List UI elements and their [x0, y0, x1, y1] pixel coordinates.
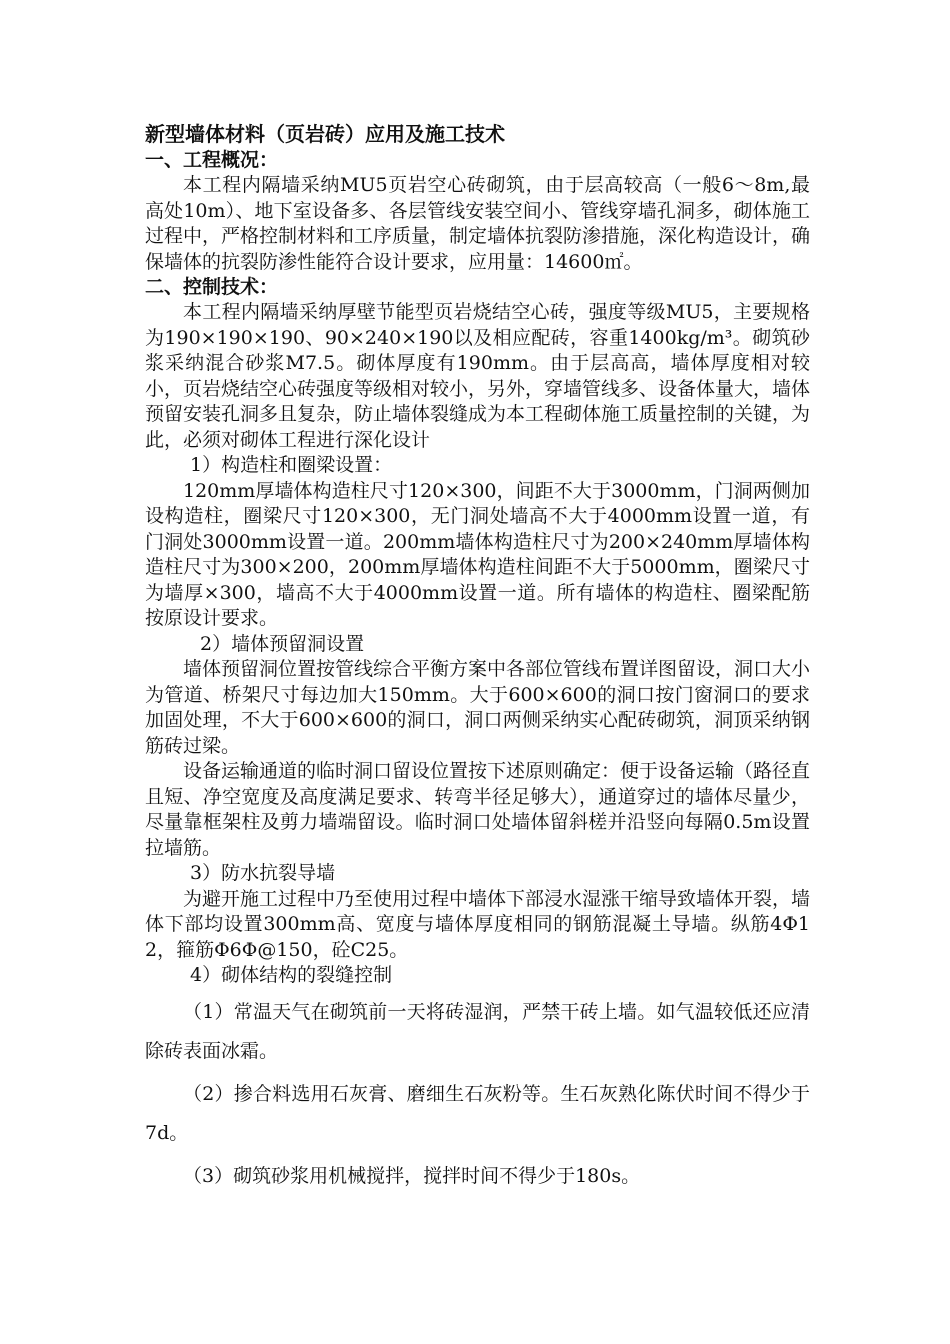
list-item: （3）砌筑砂浆用机械搅拌，搅拌时间不得少于180s。 [183, 1164, 641, 1187]
item4-heading: 4）砌体结构的裂缝控制 [190, 964, 393, 986]
overview-paragraph: 本工程内隔墙采纳MU5页岩空心砖砌筑，由于层高较高（一般6～8m,最高处10m）、地下室设备多、各层管线安装空间小、管线穿墙孔洞多，砌体施工过程中，严格控制材料和工序质量，制定墙体抗裂防渗措施，深化构造设计，确保墙体的抗裂防渗性能符合设计要求，应用量：14600㎡。 [145, 174, 811, 273]
control-paragraph: 本工程内隔墙采纳厚壁节能型页岩烧结空心砖，强度等级MU5，主要规格为190×190×190、90×240×190以及相应配砖，容重1400kg/m³。砌筑砂浆采纳混合砂浆M7.5。砌体厚度有190mm。由于层高高，墙体厚度相对较小，页岩烧结空心砖强度等级相对较小，另外，穿墙管线多、设备体量大，墙体预留安装孔洞多且复杂，防止墙体裂缝成为本工程砌体施工质量控制的关键，为此，必须对砌体工程进行深化设计 [145, 301, 811, 451]
list-item: （1）常温天气在砌筑前一天将砖湿润，严禁干砖上墙。如气温较低还应清除砖表面冰霜。 [145, 1000, 810, 1062]
list-item: （2）掺合料选用石灰膏、磨细生石灰粉等。生石灰熟化陈伏时间不得少于7d。 [145, 1082, 810, 1144]
item1-heading: 1）构造柱和圈梁设置： [190, 454, 393, 476]
item3-heading: 3）防水抗裂导墙 [190, 862, 336, 884]
document-title: 新型墙体材料（页岩砖）应用及施工技术 [145, 122, 505, 146]
item1-paragraph: 120mm厚墙体构造柱尺寸120×300，间距不大于3000mm，门洞两侧加设构造柱，圈梁尺寸120×300，无门洞处墙高不大于4000mm设置一道，有门洞处3000mm设置一道。200mm墙体构造柱尺寸为200×240mm厚墙体构造柱尺寸为300×200，200mm厚墙体构造柱间距不大于5000mm，圈梁尺寸为墙厚×300，墙高不大于4000mm设置一道。所有墙体的构造柱、圈梁配筋按原设计要求。 [145, 479, 810, 629]
section-heading-control: 二、控制技术： [145, 276, 279, 298]
item2-paragraph-1: 墙体预留洞位置按管线综合平衡方案中各部位管线布置详图留设，洞口大小为管道、桥架尺寸每边加大150mm。大于600×600的洞口按门窗洞口的要求加固处理，不大于600×600的洞口，洞口两侧采纳实心配砖砌筑，洞顶采纳钢筋砖过梁。 [145, 658, 811, 757]
item3-paragraph: 为避开施工过程中乃至使用过程中墙体下部浸水湿涨干缩导致墙体开裂，墙体下部均设置300mm高、宽度与墙体厚度相同的钢筋混凝土导墙。纵筋4Φ12，箍筋Φ6Φ@150，砼C25。 [145, 887, 811, 961]
item2-heading: 2）墙体预留洞设置 [200, 632, 365, 655]
document-body [145, 121, 810, 1196]
section-heading-overview: 一、工程概况： [145, 149, 279, 171]
item2-paragraph-2: 设备运输通道的临时洞口留设位置按下述原则确定：便于设备运输（路径直且短、净空宽度及高度满足要求、转弯半径足够大），通道穿过的墙体尽量少，尽量靠框架柱及剪力墙端留设。临时洞口处墙体留斜槎并沿竖向每隔0.5m设置拉墙筋。 [145, 760, 811, 859]
